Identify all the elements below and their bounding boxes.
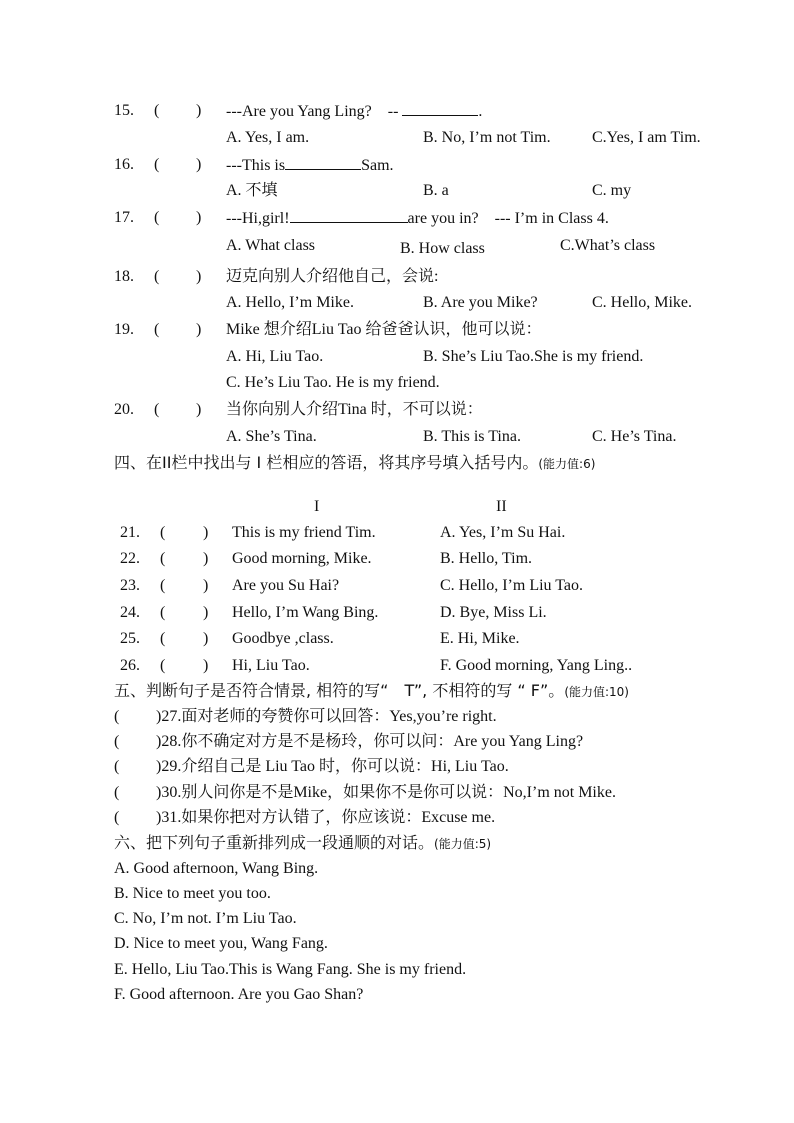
q15-answer-paren-close: ): [196, 102, 202, 119]
q19-option-a: A. Hi, Liu Tao.: [226, 348, 324, 365]
q18-option-a: A. Hello, I’m Mike.: [226, 294, 354, 311]
matching-row-paren-close: ): [203, 550, 209, 567]
q17-number: 17.: [114, 209, 134, 226]
q16-option-a: A. 不填: [226, 182, 278, 199]
matching-row-paren-close: ): [203, 604, 209, 621]
q20-option-a: A. She’s Tina.: [226, 428, 317, 445]
q15-number: 15.: [114, 102, 134, 119]
q17-blank[interactable]: [290, 208, 408, 223]
q20-answer-paren-open: (: [154, 401, 160, 418]
q17-stem-reply: --- I’m in Class 4.: [494, 210, 609, 227]
q16-stem-end: Sam.: [361, 157, 394, 174]
q15-option-b: B. No, I’m not Tim.: [423, 129, 551, 146]
q15-stem-reply: --: [387, 103, 403, 120]
judgement-paren: (: [114, 809, 120, 826]
q20-stem: 当你向别人介绍Tina 时，不可以说：: [226, 401, 483, 418]
dialogue-line-f: F. Good afternoon. Are you Gao Shan?: [114, 986, 364, 1003]
q15-stem-question: ---Are you Yang Ling?: [226, 103, 372, 120]
section5-heading-text: 五、判断句子是否符合情景, 相符的写“ T”, 不相符的写 “ F”。: [114, 681, 565, 700]
q15-option-a: A. Yes, I am.: [226, 129, 310, 146]
matching-row-number: 21.: [120, 524, 140, 541]
section6-heading: [114, 833, 491, 854]
dialogue-line-d: D. Nice to meet you, Wang Fang.: [114, 935, 328, 952]
judgement-text: )27.面对老师的夸赞你可以回答：Yes,you’re right.: [156, 708, 497, 725]
matching-row-number: 24.: [120, 604, 140, 621]
matching-row-paren-open: (: [160, 630, 166, 647]
q17-stem-start: ---Hi,girl!: [226, 210, 290, 227]
q16-answer-paren-close: ): [196, 156, 202, 173]
q15-blank[interactable]: [402, 101, 478, 116]
dialogue-line-b: B. Nice to meet you too.: [114, 885, 271, 902]
q16-answer-paren-open: (: [154, 156, 160, 173]
q18-number: 18.: [114, 268, 134, 285]
q18-option-b: B. Are you Mike?: [423, 294, 538, 311]
q20-option-c: C. He’s Tina.: [592, 428, 677, 445]
section4-heading-text: 四、在II栏中找出与 I 栏相应的答语，将其序号填入括号内。: [114, 453, 539, 472]
section5-score: (能力值:10): [564, 685, 629, 699]
q16-stem-start: ---This is: [226, 157, 286, 174]
q16-number: 16.: [114, 156, 134, 173]
matching-row-left: Goodbye ,class.: [232, 630, 334, 647]
judgement-text: )30.别人问你是不是Mike，如果你不是你可以说：No,I’m not Mike.: [156, 784, 616, 801]
section4-column-2-label: II: [496, 498, 507, 515]
dialogue-line-e: E. Hello, Liu Tao.This is Wang Fang. She is my friend.: [114, 961, 467, 978]
q18-answer-paren-close: ): [196, 268, 202, 285]
section5-heading: [114, 681, 629, 702]
matching-row-right: B. Hello, Tim.: [440, 550, 533, 567]
judgement-text: )28.你不确定对方是不是杨玲，你可以问：Are you Yang Ling?: [156, 733, 584, 750]
q19-answer-paren-open: (: [154, 321, 160, 338]
matching-row-right: C. Hello, I’m Liu Tao.: [440, 577, 584, 594]
q15-stem: [226, 101, 482, 122]
matching-row-left: This is my friend Tim.: [232, 524, 376, 541]
matching-row-right: D. Bye, Miss Li.: [440, 604, 547, 621]
judgement-paren: (: [114, 784, 120, 801]
q16-stem: [226, 155, 394, 176]
q18-option-c: C. Hello, Mike.: [592, 294, 692, 311]
q17-stem-mid: are you in?: [407, 210, 479, 227]
dialogue-line-c: C. No, I’m not. I’m Liu Tao.: [114, 910, 297, 927]
q15-answer-paren-open: (: [154, 102, 160, 119]
q17-option-a: A. What class: [226, 237, 316, 254]
matching-row-paren-open: (: [160, 657, 166, 674]
matching-row-number: 22.: [120, 550, 140, 567]
judgement-paren: (: [114, 708, 120, 725]
q15-option-c: C.Yes, I am Tim.: [592, 129, 701, 146]
q19-number: 19.: [114, 321, 134, 338]
matching-row-paren-close: ): [203, 630, 209, 647]
section4-heading: [114, 453, 595, 474]
matching-row-paren-close: ): [203, 657, 209, 674]
matching-row-left: Are you Su Hai?: [232, 577, 340, 594]
q19-stem: Mike 想介绍Liu Tao 给爸爸认识，他可以说：: [226, 321, 542, 338]
q17-option-c: C.What’s class: [560, 237, 656, 254]
matching-row-number: 23.: [120, 577, 140, 594]
q20-number: 20.: [114, 401, 134, 418]
section6-score: (能力值:5): [434, 837, 492, 851]
matching-row-paren-close: ): [203, 577, 209, 594]
judgement-paren: (: [114, 758, 120, 775]
matching-row-left: Hello, I’m Wang Bing.: [232, 604, 379, 621]
matching-row-paren-open: (: [160, 550, 166, 567]
q17-answer-paren-open: (: [154, 209, 160, 226]
q16-blank[interactable]: [285, 155, 361, 170]
q17-answer-paren-close: ): [196, 209, 202, 226]
dialogue-line-a: A. Good afternoon, Wang Bing.: [114, 860, 319, 877]
matching-row-number: 26.: [120, 657, 140, 674]
matching-row-left: Good morning, Mike.: [232, 550, 372, 567]
matching-row-paren-open: (: [160, 604, 166, 621]
matching-row-paren-open: (: [160, 577, 166, 594]
q15-stem-end: .: [478, 103, 483, 120]
q17-option-b: B. How class: [400, 240, 485, 257]
q19-option-b: B. She’s Liu Tao.She is my friend.: [423, 348, 644, 365]
section4-score: (能力值:6): [538, 457, 596, 471]
section4-column-1-label: I: [314, 498, 320, 515]
q20-answer-paren-close: ): [196, 401, 202, 418]
q17-stem: [226, 208, 609, 229]
judgement-text: )29.介绍自己是 Liu Tao 时，你可以说：Hi, Liu Tao.: [156, 758, 509, 775]
matching-row-right: E. Hi, Mike.: [440, 630, 520, 647]
q19-option-c: C. He’s Liu Tao. He is my friend.: [226, 374, 440, 391]
matching-row-right: F. Good morning, Yang Ling..: [440, 657, 633, 674]
matching-row-left: Hi, Liu Tao.: [232, 657, 310, 674]
q20-option-b: B. This is Tina.: [423, 428, 521, 445]
q16-option-c: C. my: [592, 182, 632, 199]
matching-row-right: A. Yes, I’m Su Hai.: [440, 524, 566, 541]
q19-answer-paren-close: ): [196, 321, 202, 338]
matching-row-number: 25.: [120, 630, 140, 647]
q18-stem: 迈克向别人介绍他自己，会说:: [226, 268, 439, 285]
section6-heading-text: 六、把下列句子重新排列成一段通顺的对话。: [114, 833, 435, 852]
judgement-paren: (: [114, 733, 120, 750]
q16-option-b: B. a: [423, 182, 449, 199]
q18-answer-paren-open: (: [154, 268, 160, 285]
matching-row-paren-open: (: [160, 524, 166, 541]
judgement-text: )31.如果你把对方认错了，你应该说：Excuse me.: [156, 809, 496, 826]
matching-row-paren-close: ): [203, 524, 209, 541]
